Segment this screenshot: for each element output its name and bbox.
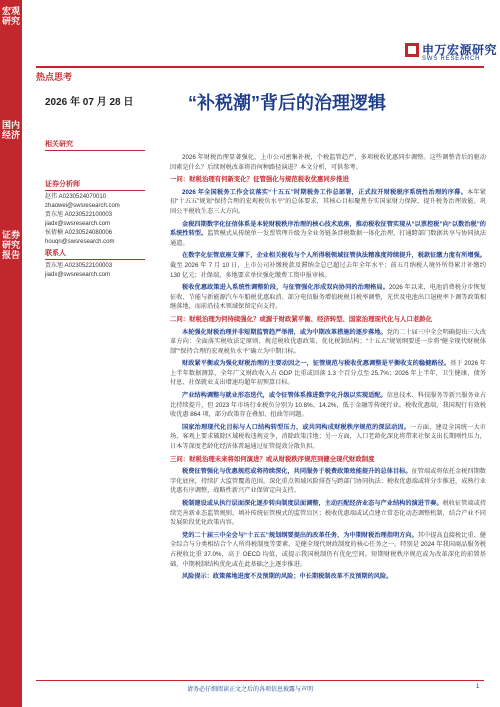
- paragraph-text: 监管模式从传统单一发票管理升级为全业务链条涉税数据一体化治理，打通跨部门数据共享与协同执法通道。: [170, 230, 487, 247]
- body-paragraph: [170, 188, 486, 217]
- report-body: [170, 153, 486, 585]
- body-paragraph: [170, 251, 486, 280]
- page-number: 1: [476, 684, 480, 690]
- section-heading-3: 三问：财税治理未来将如何演进？或从财税秩序规范到健全现代财政制度: [170, 455, 375, 463]
- body-paragraph: [170, 423, 486, 452]
- intro-paragraph: 2026 年财税治理显著强化，上市公司密集补税，个税监管趋严，多项税收优惠同步调整。这些调整背后的驱动因素是什么？后续财税改革将沿何种路径演进？本文分析，可供参考。: [170, 154, 486, 171]
- contacts-divider: [45, 259, 145, 260]
- paragraph-lead: 财政紧平衡或为强化财税治理的主要动因之一，征管规范与税收优惠调整是平衡收支的稳健路径。: [182, 360, 451, 368]
- paragraph-lead: 党的二十届三中全会与“十五五”规划纲要提出的改革任务，为中期财税治理指明方向。: [182, 531, 418, 539]
- analyst-email[interactable]: zhaowei@swsresearch.com: [45, 203, 120, 209]
- analyst-name: 赵伟 A0230524070010: [45, 194, 107, 200]
- side-strip: [0, 0, 22, 707]
- body-paragraph: [170, 391, 486, 420]
- analyst-email[interactable]: houqn@swsresearch.com: [45, 239, 115, 245]
- logo-text-cn: 申万宏源研究: [422, 43, 498, 57]
- section-heading-1: 一问：财税治理有何新变化？征管强化与规范税收优惠同步推进: [170, 176, 349, 184]
- paragraph-text: 本年紧扣“十五五”规划“保持合理的宏观税负水平”的总体要求，其核心目标聚焦夯实国家财力保障、提升税务治理效能、巩固公平税收生态三大方向。: [170, 188, 487, 215]
- footer-disclaimer: 请务必仔细阅读正文之后的各项信息披露与声明: [186, 687, 313, 693]
- header-divider: [36, 66, 484, 68]
- contact-name: 贾东旭 A0230522100003: [45, 263, 113, 269]
- related-research: [45, 140, 155, 153]
- paragraph-lead: 国家治理现代化目标与人口结构转型压力，或共同构成财税秩序规范的深层动因。: [182, 423, 411, 431]
- paragraph-text: 截至 2026 年 7 月 10 日，上市公司补缴税款及滞纳金总已超过去年全年水平；前五月纳税人境外所得累计补缴约 130 亿元；社保端，多地要求单位强化缴费工资申报审核。: [170, 261, 486, 279]
- body-paragraph: [170, 220, 486, 249]
- paragraph-text: 税收征管端或持续完善新业态监管规则，填补传统征管模式的监管盲区；税收优惠端或试点建立常态化动态调整机制，结合产业不同发展阶段优化政策内容。: [170, 500, 487, 527]
- related-divider: [45, 150, 145, 151]
- paragraph-lead: 金税四期数字化征信体系是本轮财税秩序治理的核心技术底座，推动税收征管实现从“以票控税”向“以数治税”的系统性转型。: [170, 220, 486, 238]
- body-paragraph: [170, 531, 486, 569]
- paragraph-lead: 税收优惠政策进入系统性调整阶段，与征管强化形成双向协同的治理格局。: [182, 284, 389, 292]
- paragraph-lead: 2026 年全国税务工作会议落实“十五五”时期税务工作总部署，正式拉开财税税序系统性治理的序幕。: [182, 188, 467, 196]
- paragraph-text: 党的二十届三中全会明确提出三大改革方向：全面落实税收法定原则、规范税收优惠政策、优化税制结构；“十五五”规划纲要进一步将“健全现代财税体制”“保持合理的宏观税负水平”确立为中期目标。: [170, 328, 487, 355]
- logo-text-en: SWS RESEARCH: [422, 56, 481, 62]
- paragraph-text: 一方面，建设全国统一大市场，客观上要求破除区域税收违规竞争，消除政策洼地；另一方面，人口老龄化深化将带来社保支出长期刚性压力，日本等深度老龄化经济体普遍通过征管提效分散负担。: [170, 423, 486, 451]
- paragraph-lead: 风险提示：政策落地进度不及预期的风险；中长期税制改革不及预期的风险。: [182, 573, 393, 581]
- body-paragraph: [170, 499, 486, 528]
- paragraph-lead: 本轮强化财税治理并非短期监管趋严举措，或为中期改革措施的逐步落地。: [182, 328, 387, 336]
- logo-mark-icon: [405, 43, 419, 57]
- body-paragraph: [170, 467, 486, 496]
- paragraph-text: 其中提高直接税比重、健全综合与分类相结合个人所得税制度等要素，是健全现代财政制度的核心任务之一。特别是 2024 年我国商品服务税占税收比重 37.0%，高于 OECD 均值，或提示我国税制仍有优化空间。短期财税秩序规范或为改革深化的前置基础，中期税制结构优化或在此基础之上逐步推进。: [170, 531, 487, 568]
- paragraph-text: 基于 2026 年上半年数据测算，全年广义财政收入占 GDP 比重或回落 1.3 个百分点至 25.7%；2026 年上半年，卫生健康、债务付息、社保就业支出增速均超年初预算目标。: [170, 360, 486, 387]
- section-heading-2: 二问：财税治理为何持续强化？或源于财政紧平衡、经济转型、国家治理现代化与人口老龄化: [170, 315, 433, 323]
- footer-divider: [36, 680, 484, 681]
- analysts-divider: [45, 190, 145, 191]
- report-title: “补税潮”背后的治理逻辑: [188, 93, 386, 113]
- body-paragraph: [170, 359, 486, 388]
- contact-email[interactable]: jiadx@swsresearch.com: [45, 272, 111, 278]
- strip-label-macro: 宏观研究: [1, 6, 20, 26]
- paragraph-text: 信息技术、科技服务等新兴服务业占比持续提升，但 2023 年市场行业税负分别为 10.8%、14.2%，低于金融等传统行业。税收优惠端，我国现行有效税收优惠 864 项，部分政策存在叠加、扭曲等问题。: [170, 392, 487, 419]
- report-date: 2026 年 07 月 28 日: [45, 97, 134, 108]
- analyst-block: [45, 180, 155, 280]
- analyst-email[interactable]: jiadx@swsresearch.com: [45, 221, 111, 227]
- analyst-name: 侯倩楠 A0230524080006: [45, 230, 113, 236]
- company-logo: [405, 40, 498, 68]
- body-paragraph: [170, 328, 486, 357]
- risk-warning: [170, 572, 486, 582]
- section-tag: 热点思考: [36, 72, 73, 82]
- body-paragraph: [170, 283, 486, 312]
- strip-label-report: 证券研究报告: [1, 230, 20, 260]
- strip-label-domestic: 国内经济: [1, 120, 20, 140]
- paragraph-lead: 税制建设或从执行层面深化逐步转向制度层面调整，主动匹配经济业态与产业结构的演进节奏。: [182, 500, 443, 507]
- related-research-heading: 相关研究: [45, 141, 73, 148]
- analyst-name: 贾东旭 A0230522100003: [45, 212, 113, 218]
- paragraph-lead: 产业结构调整与就业形态迭代，或令征管体系推进数字化升级以实现适配。: [182, 392, 387, 400]
- paragraph-text: 2026 年以来，电池消费税分步恢复征收、节能与新能源汽车车船税优惠取消、部分电信服务增值税税目税率调整，光伏及电池出口退税率下调等政策相继落地，而前沿技术领域保留定向支持。: [170, 284, 487, 311]
- paragraph-text: 征管端或将依托金税四期数字化底座，持续扩大监管覆盖范围，深化重点领域风险排查与跨部门协同执法；税收优惠端或将分步推进，成熟行业优惠有序调整，战略性新兴产业保留定向支持。: [170, 468, 486, 495]
- paragraph-lead: 在数字化征管底座支撑下，企业相关税收与个人所得税领域征管执法精准度持续提升，税款征缴力度有所增强。: [182, 252, 486, 260]
- contacts-heading: 联系人: [45, 250, 66, 257]
- analysts-heading: 证券分析师: [45, 181, 80, 188]
- paragraph-lead: 税费征管强化与优惠规范或将持续深化，共同服务于税费政策效能提升的总体目标。: [182, 468, 412, 476]
